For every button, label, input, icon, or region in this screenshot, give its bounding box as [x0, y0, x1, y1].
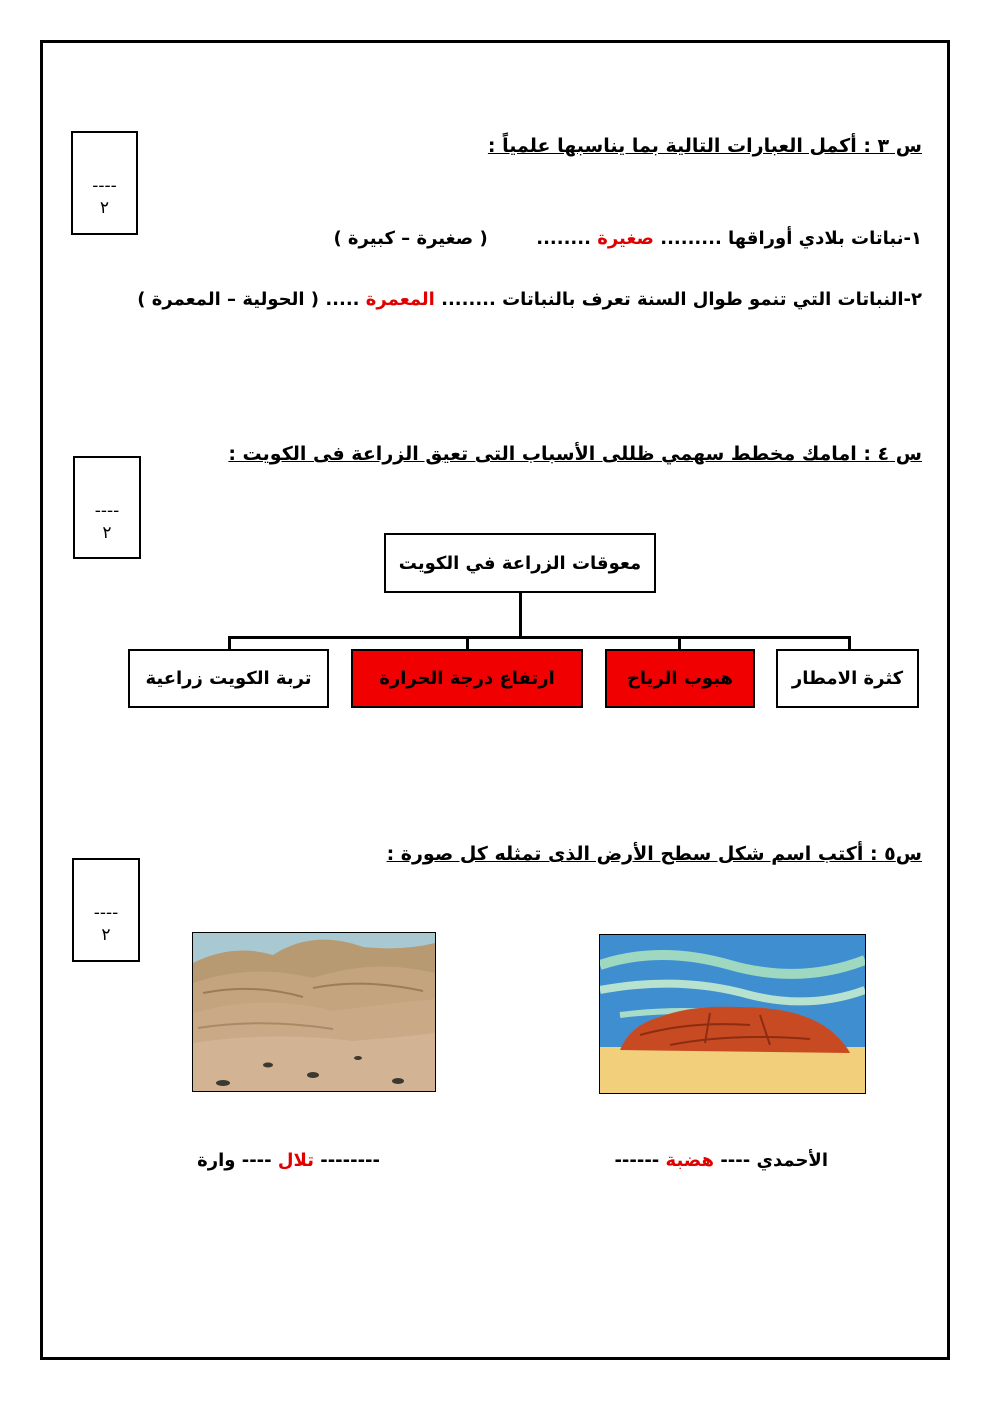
- q4-title: س ٤ : امامك مخطط سهمي ظللى الأسباب التى تعيق الزراعة فى الكويت :: [228, 443, 922, 465]
- option-label: هبوب الرياح: [626, 668, 734, 689]
- diagram-root-box: [384, 533, 656, 593]
- diagram-drop-line: [466, 636, 469, 650]
- diagram-drop-line: [678, 636, 681, 650]
- q3-score-box: [71, 131, 138, 235]
- q3-item1-answer: صغيرة: [597, 228, 654, 249]
- hills-illustration: [193, 933, 435, 1091]
- q5-score-dash: ----: [93, 903, 119, 923]
- q5-left-dashes: --------: [320, 1150, 380, 1171]
- q5-right-example: الأحمدي: [756, 1150, 828, 1171]
- q5-score-value: ٢: [101, 925, 111, 945]
- q3-score-dash: ----: [92, 176, 117, 196]
- q5-right-answer: [600, 1150, 828, 1171]
- q3-item1-lead: ١-نباتات بلادي أوراقها .........: [660, 228, 922, 249]
- plateau-rock-image: [599, 934, 866, 1094]
- option-label: كثرة الامطار: [791, 668, 904, 689]
- q3-item1: [333, 228, 922, 249]
- q4-score-value: ٢: [102, 523, 112, 543]
- q3-item2-answer: المعمرة: [365, 289, 435, 310]
- q5-left-answer: [160, 1150, 380, 1171]
- option-high-temperature[interactable]: [351, 649, 583, 708]
- q5-right-answer-word: هضبة: [665, 1150, 715, 1171]
- diagram-stem-line: [519, 593, 522, 637]
- diagram-root-label: معوقات الزراعة في الكويت: [398, 552, 642, 574]
- q5-left-sep: ----: [241, 1150, 272, 1171]
- q3-item2: [137, 289, 922, 310]
- q3-item2-trail: .....: [325, 289, 360, 310]
- hills-image: [192, 932, 436, 1092]
- diagram-drop-line: [228, 636, 231, 650]
- q5-right-dashes: ------: [614, 1150, 660, 1171]
- diagram-drop-line: [848, 636, 851, 650]
- diagram-branch-line: [228, 636, 851, 639]
- q3-score-value: ٢: [99, 198, 110, 218]
- q3-item2-lead: ٢-النباتات التي تنمو طوال السنة تعرف بالنباتات ........: [441, 289, 922, 310]
- q5-left-answer-word: تلال: [277, 1150, 314, 1171]
- q5-score-box: [72, 858, 140, 962]
- q3-item1-options: ( صغيرة – كبيرة ): [333, 228, 488, 249]
- option-label: ارتفاع درجة الحرارة: [379, 668, 555, 689]
- q3-title: س ٣ : أكمل العبارات التالية بما يناسبها علمياً :: [487, 135, 922, 157]
- q4-score-box: [73, 456, 141, 559]
- option-wind[interactable]: [605, 649, 755, 708]
- q3-item1-trail: ........: [536, 228, 591, 249]
- q4-score-dash: ----: [94, 501, 120, 521]
- q5-left-example: وارة: [197, 1150, 236, 1171]
- option-soil[interactable]: [128, 649, 329, 708]
- q3-item2-options: ( الحولية – المعمرة ): [137, 289, 320, 310]
- option-label: تربة الكويت زراعية: [145, 668, 312, 689]
- q5-right-sep: ----: [720, 1150, 751, 1171]
- option-heavy-rain[interactable]: [776, 649, 919, 708]
- plateau-illustration: [600, 935, 865, 1093]
- q5-title: س٥ : أكتب اسم شكل سطح الأرض الذى تمثله كل صورة :: [386, 843, 922, 865]
